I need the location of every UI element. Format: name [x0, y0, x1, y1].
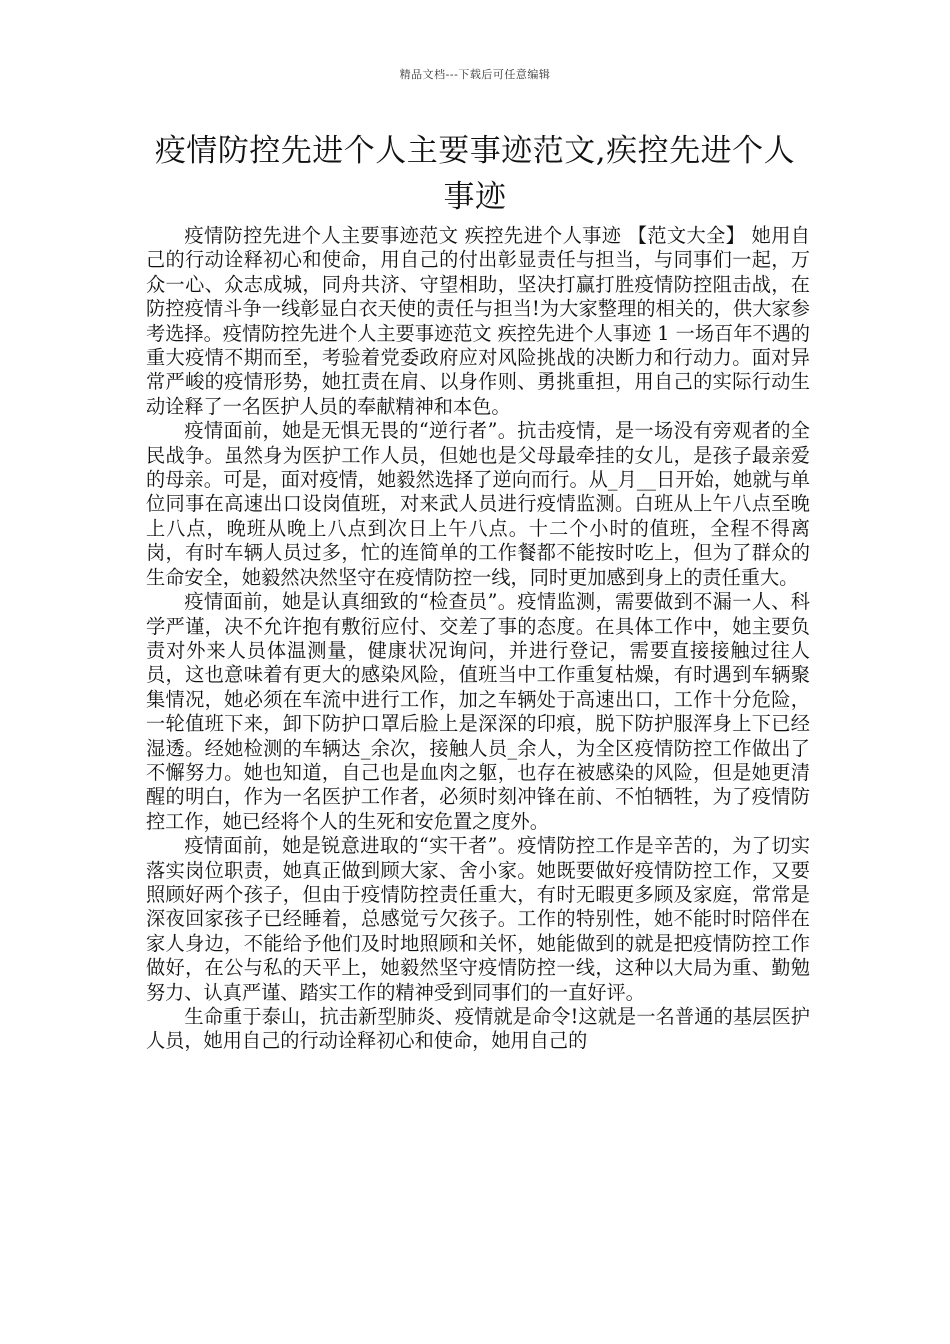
body-paragraph-4: 疫情面前，她是锐意进取的“实干者”。疫情防控工作是辛苦的，为了切实落实岗位职责，她真正做到顾大家、舍小家。她既要做好疫情防控工作，又要照顾好两个孩子，但由于疫情防控责任重大，有时无暇更多顾及家庭，常常是深夜回家孩子已经睡着，总感觉亏欠孩子。工作的特别性，她不能时时陪伴在家人身边，不能给予他们及时地照顾和关怀，她能做到的就是把疫情防控工作做好，在公与私的天平上，她毅然坚守疫情防控一线，这种以大局为重、勤勉努力、认真严谨、踏实工作的精神受到同事们的一直好评。	[146, 834, 810, 1004]
header-note: 精品文档---下载后可任意编辑	[399, 68, 551, 81]
document-body	[146, 224, 810, 1054]
body-paragraph-1: 疫情防控先进个人主要事迹范文 疾控先进个人事迹 【范文大全】 她用自己的行动诠释初心和使命，用自己的付出彰显责任与担当，与同事们一起，万众一心、众志成城，同舟共济、守望相助，坚决打赢打胜疫情防控阻击战，在防控疫情斗争一线彰显白衣天使的责任与担当!为大家整理的相关的，供大家参考选择。疫情防控先进个人主要事迹范文 疾控先进个人事迹 1 一场百年不遇的重大疫情不期而至，考验着党委政府应对风险挑战的决断力和行动力。面对异常严峻的疫情形势，她扛责在肩、以身作则、勇挑重担，用自己的实际行动生动诠释了一名医护人员的奉献精神和本色。	[146, 224, 810, 418]
body-paragraph-5: 生命重于泰山，抗击新型肺炎、疫情就是命令!这就是一名普通的基层医护人员，她用自己的行动诠释初心和使命，她用自己的	[146, 1005, 810, 1053]
document-title: 疫情防控先进个人主要事迹范文,疾控先进个人事迹	[154, 133, 796, 215]
body-paragraph-3: 疫情面前，她是认真细致的“检查员”。疫情监测，需要做到不漏一人、科学严谨，决不允许抱有敷衍应付、交差了事的态度。在具体工作中，她主要负责对外来人员体温测量，健康状况询问，并进行登记，需要直接接触过往人员，这也意味着有更大的感染风险，值班当中工作重复枯燥，有时遇到车辆聚集情况，她必须在车流中进行工作，加之车辆处于高速出口，工作十分危险，一轮值班下来，卸下防护口罩后脸上是深深的印痕，脱下防护服浑身上下已经湿透。经她检测的车辆达_余次，接触人员_余人，为全区疫情防控工作做出了不懈努力。她也知道，自己也是血肉之躯，也存在被感染的风险，但是她更清醒的明白，作为一名医护工作者，必须时刻冲锋在前、不怕牺牲，为了疫情防控工作，她已经将个人的生死和安危置之度外。	[146, 590, 810, 833]
body-paragraph-2: 疫情面前，她是无惧无畏的“逆行者”。抗击疫情，是一场没有旁观者的全民战争。虽然身为医护工作人员，但她也是父母最牵挂的女儿，是孩子最亲爱的母亲。可是，面对疫情，她毅然选择了逆向而行。从_月__日开始，她就与单位同事在高速出口设岗值班，对来武人员进行疫情监测。白班从上午八点至晚上八点，晚班从晚上八点到次日上午八点。十二个小时的值班，全程不得离岗，有时车辆人员过多，忙的连简单的工作餐都不能按时吃上，但为了群众的生命安全，她毅然决然坚守在疫情防控一线，同时更加感到身上的责任重大。	[146, 419, 810, 589]
